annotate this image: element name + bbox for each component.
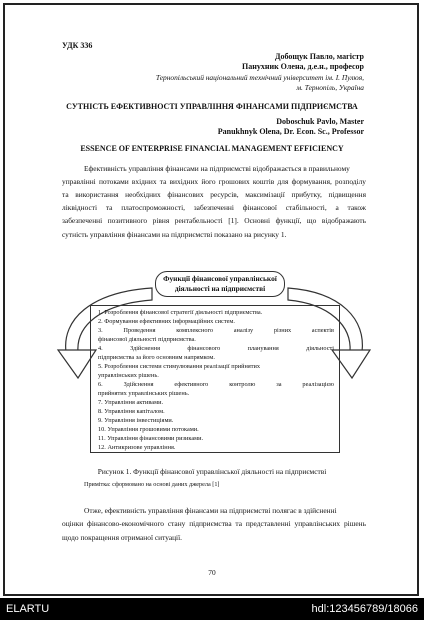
author-en-1: Doboschuk Pavlo, Master bbox=[276, 117, 364, 126]
para2-line: щодо покращення отриманої ситуації. bbox=[62, 533, 183, 542]
author-en-2: Panukhnyk Olena, Dr. Econ. Sc., Professor bbox=[217, 127, 364, 136]
footer-bar bbox=[0, 598, 424, 620]
title-en: ESSENCE OF ENTERPRISE FINANCIAL MANAGEMENT EFFICIENCY bbox=[80, 144, 344, 153]
affiliation-ua-1: Тернопільський національний технічний університет ім. І. Пулюя, bbox=[155, 73, 364, 82]
figure-header-line1: Функції фінансової управлінської bbox=[163, 274, 277, 283]
function-item: 9. Управління інвестиціями. bbox=[98, 417, 174, 424]
figure-header-line2: діяльності на підприємстві bbox=[174, 284, 266, 293]
author-ua-1: Добощук Павло, магістр bbox=[275, 52, 364, 61]
function-item: 11. Управління фінансовими ризиками. bbox=[98, 435, 204, 442]
figure-header bbox=[155, 271, 285, 297]
author-ua-2: Панухник Олена, д.е.н., професор bbox=[242, 62, 364, 71]
function-item: управлінських рішень. bbox=[98, 372, 159, 379]
footer-left-label: ELARTU bbox=[6, 603, 50, 615]
figure-note: Примітка: сформовано на основі даних джерела [1] bbox=[84, 481, 220, 488]
page-number: 70 bbox=[208, 568, 216, 577]
function-item: 7. Управління активами. bbox=[98, 399, 164, 406]
function-item: прийнятих управлінських рішень. bbox=[98, 390, 190, 397]
function-item: 2. Формування ефективних інформаційних систем. bbox=[98, 318, 235, 325]
function-item: 6. Здійснення ефективного контролю за реалізацією bbox=[98, 381, 334, 388]
function-item: 5. Розроблення системи стимулювання реалізації прийнятих bbox=[98, 363, 260, 370]
function-item: підприємства за його основним напрямком. bbox=[98, 354, 215, 361]
function-item: 4. Здійснення фінансового планування діяльності bbox=[98, 345, 334, 352]
function-item: 10. Управління грошовими потоками. bbox=[98, 426, 199, 433]
function-item: 8. Управління капіталом. bbox=[98, 408, 165, 415]
para1-line: Ефективність управління фінансами на підприємстві відображається в правильному bbox=[84, 164, 350, 173]
title-ua: СУТНІСТЬ ЕФЕКТИВНОСТІ УПРАВЛІННЯ ФІНАНСАМИ ПІДПРИЄМСТВА bbox=[66, 102, 358, 111]
function-item: 3. Проведення комплексного аналізу різних аспектів bbox=[98, 327, 334, 334]
para2-line: оцінки фінансово-економічного стану підприємства та представленні управлінських рішень bbox=[62, 519, 366, 528]
footer-handle-link[interactable]: hdl:123456789/18066 bbox=[311, 603, 418, 615]
para1-line: та використання необхідних фінансових ресурсів, максимізації прибутку, підвищення bbox=[62, 190, 366, 199]
para1-line: ліквідності та платоспроможності, забезпеченні фінансової стабільності, а також bbox=[62, 203, 366, 212]
figure-caption: Рисунок 1. Функції фінансової управлінської діяльності на підприємстві bbox=[97, 467, 327, 476]
udk-code: УДК 336 bbox=[62, 41, 93, 50]
function-item: 12. Антикризове управління. bbox=[98, 444, 176, 451]
para1-line: управлінні потоками вхідних та вихідних його грошових коштів для формування, розподілу bbox=[62, 177, 366, 186]
function-item: 1. Розроблення фінансової стратегії діяльності підприємства. bbox=[98, 309, 263, 316]
para1-line: сутність управління фінансами на підприємстві показано на рисунку 1. bbox=[62, 230, 287, 239]
function-item: фінансової діяльності підприємства. bbox=[98, 336, 196, 343]
para2-line: Отже, ефективність управління фінансами на підприємстві полягає в здійсненні bbox=[84, 506, 337, 515]
affiliation-ua-2: м. Тернопіль, Україна bbox=[296, 83, 364, 92]
para1-line: забезпеченні позитивного рівня рентабельності [1]. Основні функції, що відображають bbox=[62, 216, 366, 225]
